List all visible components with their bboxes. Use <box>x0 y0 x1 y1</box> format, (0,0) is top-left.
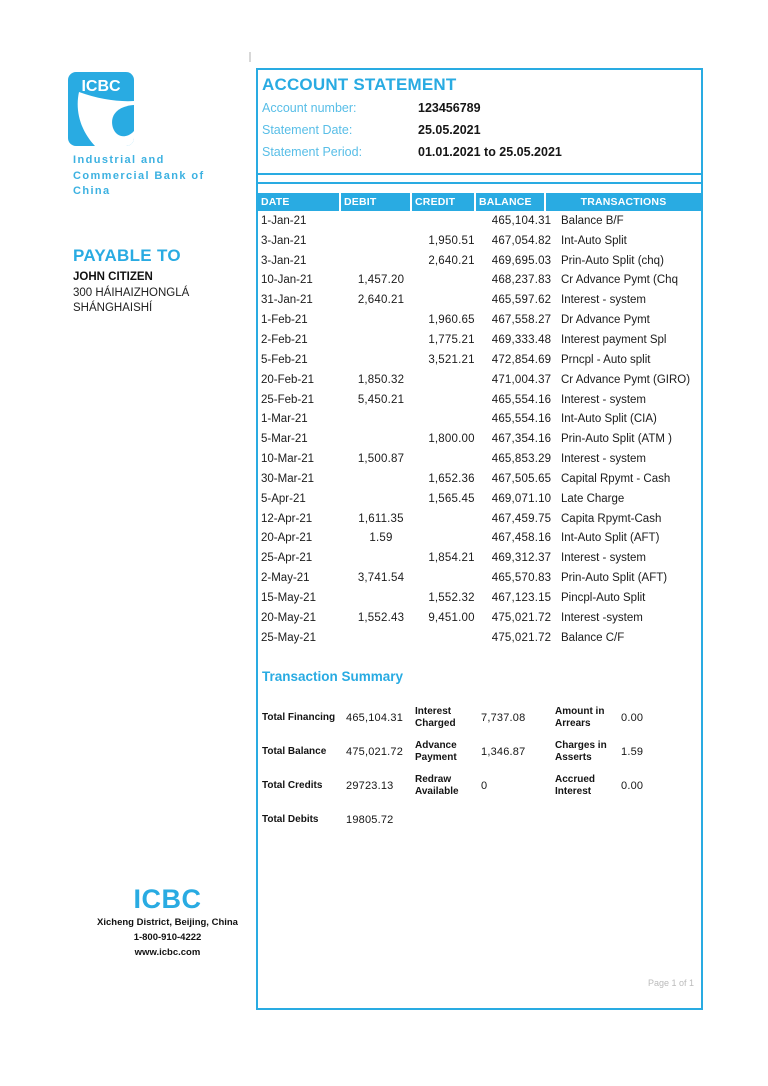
cell-credit: 1,960.65 <box>428 314 475 327</box>
summary-column <box>415 701 555 837</box>
cell-date: 31-Jan-21 <box>261 294 313 307</box>
bank-name-line: China <box>73 185 111 197</box>
cell-date: 20-Apr-21 <box>261 532 313 545</box>
cell-transaction: Interest - system <box>561 294 646 307</box>
table-row <box>258 290 701 310</box>
icbc-logo-icon <box>68 72 134 146</box>
cell-credit: 1,775.21 <box>428 333 475 346</box>
cell-balance: 465,554.16 <box>491 413 552 426</box>
cell-debit: 5,450.21 <box>357 393 405 406</box>
summary-label: Total Credits <box>262 779 323 791</box>
cell-transaction: Late Charge <box>561 492 625 505</box>
cell-balance: 469,071.10 <box>491 492 552 505</box>
cell-date: 25-Apr-21 <box>261 552 313 565</box>
cell-credit: 1,552.32 <box>428 591 475 604</box>
cell-debit: 2,640.21 <box>357 294 405 307</box>
cell-date: 1-Feb-21 <box>261 314 308 327</box>
account-number-row <box>262 97 701 119</box>
cell-credit: 1,652.36 <box>428 472 475 485</box>
table-row <box>258 588 701 608</box>
payee-address-line2: SHÁNGHAISHÍ <box>73 302 153 314</box>
cell-credit: 3,521.21 <box>428 353 475 366</box>
crop-mark <box>249 52 251 62</box>
page-indicator: Page 1 of 1 <box>647 978 694 988</box>
table-header-row <box>258 193 701 211</box>
cell-date: 1-Jan-21 <box>261 214 307 227</box>
summary-value: 7,737.08 <box>481 711 526 724</box>
cell-transaction: Dr Advance Pymt <box>561 314 650 327</box>
footer-address: Xicheng District, Beijing, China <box>97 917 238 928</box>
summary-label: Total Financing <box>262 711 336 723</box>
summary-value: 29723.13 <box>346 779 394 792</box>
cell-date: 10-Mar-21 <box>261 453 315 466</box>
cell-balance: 468,237.83 <box>491 274 552 287</box>
cell-date: 15-May-21 <box>261 591 316 604</box>
table-row <box>258 211 701 231</box>
summary-item <box>262 735 415 769</box>
bank-footer <box>60 884 275 960</box>
summary-column <box>555 701 701 837</box>
statement-date-row <box>262 119 701 141</box>
cell-date: 25-Feb-21 <box>261 393 315 406</box>
table-row <box>258 429 701 449</box>
cell-date: 2-Feb-21 <box>261 333 308 346</box>
cell-transaction: Prin-Auto Split (chq) <box>561 254 664 267</box>
cell-transaction: Cr Advance Pymt (GIRO) <box>561 373 691 386</box>
table-row <box>258 390 701 410</box>
cell-balance: 465,104.31 <box>491 214 552 227</box>
summary-item <box>262 803 415 837</box>
table-row <box>258 449 701 469</box>
cell-balance: 469,312.37 <box>491 552 552 565</box>
cell-transaction: Int-Auto Split (CIA) <box>561 413 657 426</box>
payable-to-heading: PAYABLE TO <box>73 246 181 265</box>
cell-date: 10-Jan-21 <box>261 274 313 287</box>
cell-debit: 1,611.35 <box>358 512 404 525</box>
column-header-balance: BALANCE <box>476 193 544 211</box>
cell-balance: 467,458.16 <box>491 532 552 545</box>
summary-label: Amount in Arrears <box>555 706 605 729</box>
cell-balance: 475,021.72 <box>491 631 552 644</box>
summary-item <box>415 769 555 803</box>
table-row <box>258 469 701 489</box>
cell-balance: 469,695.03 <box>491 254 552 267</box>
cell-date: 5-Mar-21 <box>261 433 308 446</box>
statement-title: ACCOUNT STATEMENT <box>262 75 457 94</box>
table-row <box>258 568 701 588</box>
column-header-debit: DEBIT <box>341 193 410 211</box>
cell-debit: 1,500.87 <box>357 453 405 466</box>
column-header-date: DATE <box>258 193 339 211</box>
table-row <box>258 231 701 251</box>
table-row <box>258 628 701 648</box>
cell-transaction: Pincpl-Auto Split <box>561 591 646 604</box>
summary-value: 0.00 <box>621 711 644 724</box>
cell-transaction: Interest - system <box>561 552 646 565</box>
cell-transaction: Int-Auto Split <box>561 234 627 247</box>
cell-transaction: Capita Rpymt-Cash <box>561 512 662 525</box>
cell-credit: 1,565.45 <box>428 492 475 505</box>
summary-value: 1.59 <box>621 745 644 758</box>
cell-debit: 1,457.20 <box>357 274 405 287</box>
summary-value: 1,346.87 <box>481 745 526 758</box>
cell-transaction: Cr Advance Pymt (Chq <box>561 274 678 287</box>
summary-item <box>415 735 555 769</box>
footer-website: www.icbc.com <box>134 947 201 958</box>
summary-label: Total Debits <box>262 813 319 825</box>
bank-name-line: Commercial Bank of <box>73 169 205 182</box>
cell-balance: 471,004.37 <box>491 373 552 386</box>
cell-balance: 467,354.16 <box>491 433 552 446</box>
cell-date: 30-Mar-21 <box>261 472 315 485</box>
cell-date: 12-Apr-21 <box>261 512 313 525</box>
cell-transaction: Interest payment Spl <box>561 333 667 346</box>
cell-balance: 469,333.48 <box>491 333 552 346</box>
summary-value: 475,021.72 <box>346 745 404 758</box>
cell-balance: 467,123.15 <box>491 591 552 604</box>
statement-box <box>256 68 703 1010</box>
summary-item <box>262 701 415 735</box>
divider-thick <box>258 173 701 175</box>
cell-balance: 465,853.29 <box>491 453 552 466</box>
logo-text: ICBC <box>81 78 121 95</box>
cell-credit: 9,451.00 <box>428 611 475 624</box>
summary-grid <box>262 701 701 837</box>
cell-transaction: Balance B/F <box>561 214 624 227</box>
footer-bank-name: ICBC <box>133 884 202 914</box>
cell-balance: 465,597.62 <box>491 294 552 307</box>
cell-date: 20-May-21 <box>261 611 316 624</box>
cell-transaction: Interest - system <box>561 453 646 466</box>
column-header-credit: CREDIT <box>412 193 474 211</box>
cell-transaction: Balance C/F <box>561 631 625 644</box>
statement-period-label: Statement Period: <box>262 145 363 159</box>
cell-date: 5-Apr-21 <box>261 492 306 505</box>
cell-transaction: Capital Rpymt - Cash <box>561 472 671 485</box>
cell-balance: 465,570.83 <box>491 572 552 585</box>
summary-value: 0.00 <box>621 779 644 792</box>
cell-debit: 3,741.54 <box>357 572 405 585</box>
cell-debit: 1,552.43 <box>357 611 405 624</box>
table-row <box>258 350 701 370</box>
transaction-summary-heading: Transaction Summary <box>262 668 404 684</box>
cell-balance: 467,054.82 <box>491 234 552 247</box>
cell-debit: 1.59 <box>369 532 393 545</box>
cell-credit: 1,800.00 <box>428 433 475 446</box>
bank-name <box>73 153 205 200</box>
account-number-label: Account number: <box>262 101 357 115</box>
bank-name-line: Industrial and <box>73 154 165 166</box>
cell-date: 3-Jan-21 <box>261 254 307 267</box>
cell-date: 25-May-21 <box>261 631 316 644</box>
payee-address-line1: 300 HÁIHAIZHONGLÁ <box>73 287 190 299</box>
cell-date: 20-Feb-21 <box>261 373 315 386</box>
cell-credit: 2,640.21 <box>428 254 475 267</box>
account-number-value: 123456789 <box>418 101 481 115</box>
summary-label: Accrued Interest <box>555 774 596 797</box>
table-row <box>258 251 701 271</box>
summary-label: Charges in Asserts <box>555 740 607 763</box>
summary-label: Advance Payment <box>415 740 457 763</box>
summary-label: Interest Charged <box>415 706 456 729</box>
table-row <box>258 489 701 509</box>
cell-transaction: Interest - system <box>561 393 646 406</box>
cell-transaction: Prncpl - Auto split <box>561 353 651 366</box>
cell-balance: 475,021.72 <box>491 611 552 624</box>
cell-balance: 467,558.27 <box>491 314 552 327</box>
table-row <box>258 548 701 568</box>
cell-transaction: Interest -system <box>561 611 643 624</box>
column-header-transactions: TRANSACTIONS <box>546 193 701 211</box>
summary-item <box>555 769 701 803</box>
table-row <box>258 509 701 529</box>
cell-date: 3-Jan-21 <box>261 234 307 247</box>
cell-transaction: Int-Auto Split (AFT) <box>561 532 660 545</box>
icbc-logo <box>68 72 134 146</box>
cell-date: 5-Feb-21 <box>261 353 308 366</box>
cell-date: 1-Mar-21 <box>261 413 308 426</box>
footer-phone: 1-800-910-4222 <box>133 932 202 943</box>
statement-period-value: 01.01.2021 to 25.05.2021 <box>418 145 562 159</box>
cell-balance: 467,505.65 <box>491 472 552 485</box>
summary-item <box>262 769 415 803</box>
cell-balance: 472,854.69 <box>491 353 552 366</box>
divider-thin <box>258 182 701 184</box>
cell-balance: 465,554.16 <box>491 393 552 406</box>
table-row <box>258 310 701 330</box>
table-row <box>258 271 701 291</box>
cell-debit: 1,850.32 <box>357 373 405 386</box>
cell-transaction: Prin-Auto Split (ATM ) <box>561 433 672 446</box>
summary-value: 465,104.31 <box>346 711 404 724</box>
table-row <box>258 370 701 390</box>
summary-label: Total Balance <box>262 745 327 757</box>
summary-item <box>555 735 701 769</box>
summary-column <box>262 701 415 837</box>
table-row <box>258 330 701 350</box>
cell-transaction: Prin-Auto Split (AFT) <box>561 572 668 585</box>
table-row <box>258 529 701 549</box>
summary-value: 19805.72 <box>346 813 394 826</box>
summary-label: Redraw Available <box>415 774 459 797</box>
payee-name: JOHN CITIZEN <box>73 271 153 283</box>
statement-date-label: Statement Date: <box>262 123 353 137</box>
cell-credit: 1,950.51 <box>428 234 475 247</box>
summary-value: 0 <box>481 779 488 792</box>
statement-date-value: 25.05.2021 <box>418 123 481 137</box>
summary-item <box>555 701 701 735</box>
summary-item <box>415 701 555 735</box>
cell-date: 2-May-21 <box>261 572 310 585</box>
transactions-body <box>258 211 701 648</box>
statement-period-row <box>262 141 701 163</box>
cell-credit: 1,854.21 <box>428 552 475 565</box>
table-row <box>258 409 701 429</box>
table-row <box>258 608 701 628</box>
cell-balance: 467,459.75 <box>491 512 552 525</box>
